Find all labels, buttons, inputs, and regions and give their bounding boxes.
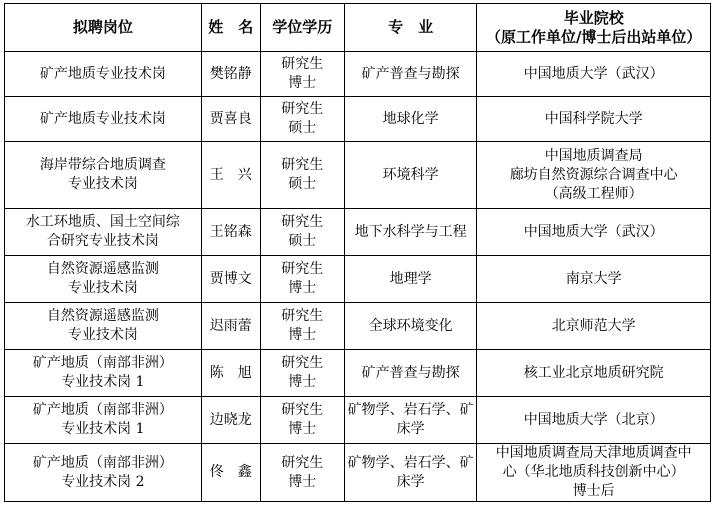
- header-major: 专 业: [344, 4, 477, 52]
- cell-school: 中国地质大学（北京）: [477, 397, 711, 444]
- cell-degree: 研究生 博士: [260, 52, 344, 97]
- cell-name: 迟雨蕾: [201, 303, 260, 350]
- header-degree: 学位学历: [260, 4, 344, 52]
- cell-name: 樊铭静: [201, 52, 260, 97]
- cell-position: 矿产地质（南部非洲） 专业技术岗 2: [5, 444, 202, 502]
- cell-name: 王 兴: [201, 142, 260, 209]
- header-position: 拟聘岗位: [5, 4, 202, 52]
- cell-school: 中国地质大学（武汉）: [477, 52, 711, 97]
- cell-school: 中国地质调查局 廊坊自然资源综合调查中心 （高级工程师）: [477, 142, 711, 209]
- cell-degree: 研究生 博士: [260, 444, 344, 502]
- header-row: [5, 4, 711, 52]
- cell-position: 水工环地质、国土空间综 合研究专业技术岗: [5, 209, 202, 256]
- table-row: [5, 142, 711, 209]
- cell-major: 地球化学: [344, 97, 477, 142]
- table-row: [5, 52, 711, 97]
- cell-major: 地下水科学与工程: [344, 209, 477, 256]
- cell-major: 地理学: [344, 256, 477, 303]
- header-name: 姓 名: [201, 4, 260, 52]
- cell-name: 贾博文: [201, 256, 260, 303]
- cell-degree: 研究生 博士: [260, 397, 344, 444]
- table-row: [5, 97, 711, 142]
- cell-degree: 研究生 博士: [260, 303, 344, 350]
- cell-name: 陈 旭: [201, 350, 260, 397]
- table-row: [5, 303, 711, 350]
- cell-position: 矿产地质专业技术岗: [5, 52, 202, 97]
- table-row: [5, 350, 711, 397]
- cell-degree: 研究生 硕士: [260, 142, 344, 209]
- table-row: [5, 444, 711, 502]
- cell-degree: 研究生 硕士: [260, 97, 344, 142]
- cell-position: 矿产地质专业技术岗: [5, 97, 202, 142]
- cell-degree: 研究生 博士: [260, 350, 344, 397]
- table-row: [5, 256, 711, 303]
- cell-school: 中国地质大学（武汉）: [477, 209, 711, 256]
- header-school: 毕业院校 （原工作单位/博士后出站单位）: [477, 4, 711, 52]
- cell-school: 中国地质调查局天津地质调查中 心（华北地质科技创新中心） 博士后: [477, 444, 711, 502]
- cell-major: 矿产普查与勘探: [344, 52, 477, 97]
- cell-name: 王铭森: [201, 209, 260, 256]
- table-row: [5, 397, 711, 444]
- cell-name: 佟 鑫: [201, 444, 260, 502]
- cell-position: 矿产地质（南部非洲） 专业技术岗 1: [5, 350, 202, 397]
- cell-degree: 研究生 博士: [260, 256, 344, 303]
- cell-school: 北京师范大学: [477, 303, 711, 350]
- cell-major: 矿物学、岩石学、矿 床学: [344, 444, 477, 502]
- cell-name: 边晓龙: [201, 397, 260, 444]
- cell-school: 核工业北京地质研究院: [477, 350, 711, 397]
- cell-position: 矿产地质（南部非洲） 专业技术岗 1: [5, 397, 202, 444]
- cell-major: 环境科学: [344, 142, 477, 209]
- cell-position: 自然资源遥感监测 专业技术岗: [5, 303, 202, 350]
- cell-major: 矿产普查与勘探: [344, 350, 477, 397]
- recruitment-table: [4, 3, 711, 502]
- cell-major: 全球环境变化: [344, 303, 477, 350]
- table-row: [5, 209, 711, 256]
- cell-school: 南京大学: [477, 256, 711, 303]
- cell-position: 海岸带综合地质调查 专业技术岗: [5, 142, 202, 209]
- cell-major: 矿物学、岩石学、矿 床学: [344, 397, 477, 444]
- cell-degree: 研究生 硕士: [260, 209, 344, 256]
- cell-name: 贾喜良: [201, 97, 260, 142]
- cell-school: 中国科学院大学: [477, 97, 711, 142]
- cell-position: 自然资源遥感监测 专业技术岗: [5, 256, 202, 303]
